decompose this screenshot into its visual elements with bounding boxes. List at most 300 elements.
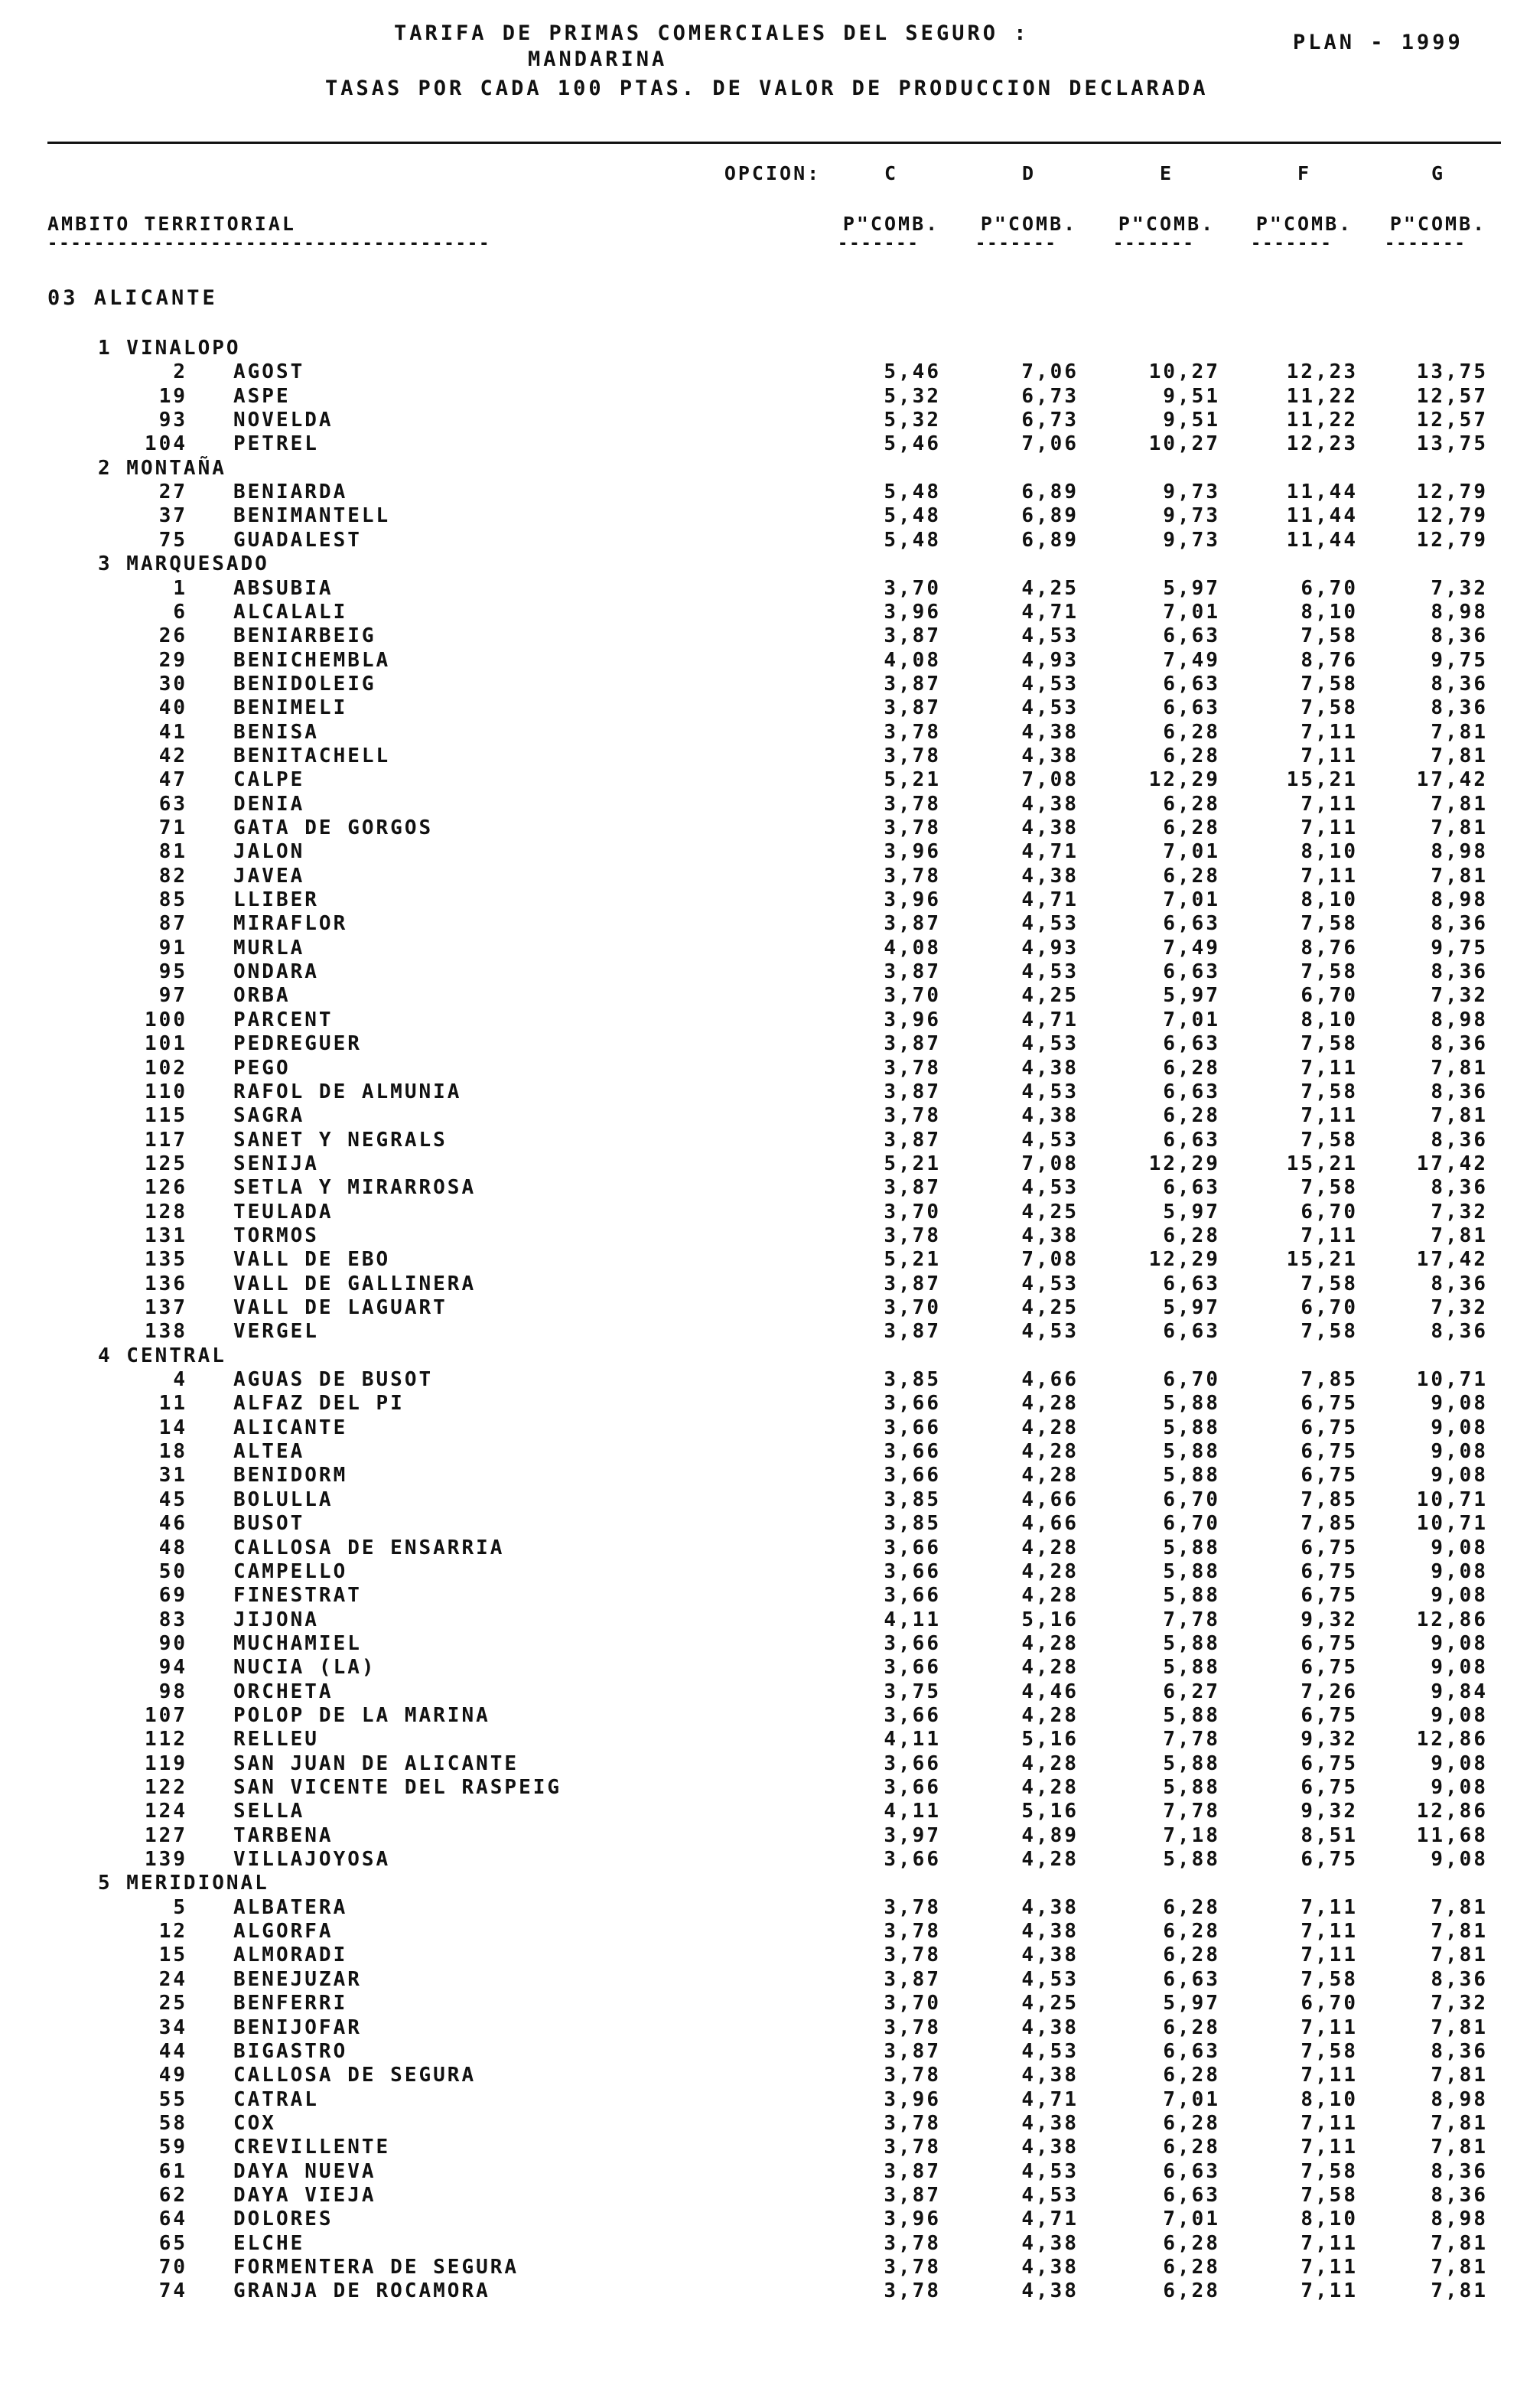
municipality-code: 30 — [158, 672, 187, 696]
municipality-row — [0, 1656, 1530, 1680]
rate-option-c: 3,87 — [884, 2183, 941, 2207]
rate-option-e: 6,28 — [1163, 1104, 1220, 1128]
rate-option-e: 6,28 — [1163, 744, 1220, 767]
rate-option-e: 7,49 — [1163, 936, 1220, 960]
municipality-row — [0, 745, 1530, 768]
rate-option-f: 7,11 — [1300, 2231, 1358, 2255]
municipality-code: 71 — [158, 816, 187, 839]
municipality-code: 107 — [145, 1703, 187, 1727]
rate-option-c: 3,96 — [884, 2208, 941, 2231]
rate-option-e: 5,88 — [1163, 1440, 1220, 1464]
region-row — [0, 1872, 1530, 1895]
municipality-code: 81 — [158, 840, 187, 864]
rate-option-d: 4,38 — [1021, 2231, 1079, 2255]
rate-option-e: 5,97 — [1163, 1200, 1220, 1224]
municipality-name: PARCENT — [233, 1008, 334, 1031]
rate-option-g: 7,81 — [1431, 1895, 1488, 1919]
rate-option-g: 7,81 — [1431, 744, 1488, 767]
municipality-row — [0, 1968, 1530, 1992]
municipality-code: 63 — [158, 792, 187, 816]
rate-option-d: 4,38 — [1021, 1104, 1079, 1128]
rate-option-e: 6,63 — [1163, 960, 1220, 984]
rate-option-d: 4,53 — [1021, 1272, 1079, 1295]
option-c: C — [884, 162, 899, 184]
rate-option-g: 8,36 — [1431, 1128, 1488, 1152]
rate-option-c: 3,78 — [884, 2279, 941, 2303]
rate-option-c: 4,11 — [884, 1608, 941, 1631]
rate-option-e: 9,51 — [1163, 409, 1220, 432]
rate-option-g: 7,81 — [1431, 1920, 1488, 1944]
rate-option-g: 12,57 — [1416, 409, 1488, 432]
rate-option-d: 4,53 — [1021, 912, 1079, 936]
rate-option-f: 7,58 — [1300, 696, 1358, 720]
municipality-row — [0, 649, 1530, 673]
rate-option-e: 6,63 — [1163, 912, 1220, 936]
municipality-name: MUCHAMIEL — [233, 1631, 362, 1655]
municipality-name: CALPE — [233, 768, 305, 792]
municipality-row — [0, 888, 1530, 912]
municipality-code: 104 — [145, 432, 187, 456]
municipality-name: DAYA VIEJA — [233, 2183, 376, 2207]
municipality-row — [0, 1296, 1530, 1320]
rate-option-f: 9,32 — [1300, 1728, 1358, 1751]
rate-option-g: 13,75 — [1416, 360, 1488, 384]
municipality-name: BENIJOFAR — [233, 2015, 362, 2039]
rate-option-g: 8,98 — [1431, 888, 1488, 912]
rate-option-e: 6,28 — [1163, 2256, 1220, 2279]
municipality-code: 122 — [145, 1776, 187, 1799]
rate-option-g: 17,42 — [1416, 768, 1488, 792]
municipality-row — [0, 840, 1530, 864]
rate-option-g: 9,75 — [1431, 936, 1488, 960]
municipality-code: 42 — [158, 744, 187, 767]
municipality-code: 18 — [158, 1440, 187, 1464]
municipality-name: DAYA NUEVA — [233, 2159, 376, 2183]
rate-option-c: 3,66 — [884, 1559, 941, 1583]
municipality-code: 11 — [158, 1392, 187, 1416]
rate-option-e: 5,88 — [1163, 1751, 1220, 1775]
municipality-code: 127 — [145, 1823, 187, 1847]
municipality-name: BENIDORM — [233, 1464, 348, 1487]
rate-option-f: 7,58 — [1300, 2159, 1358, 2183]
title-line-2: MANDARINA — [528, 47, 668, 71]
rate-option-f: 7,11 — [1300, 1224, 1358, 1247]
rate-option-f: 11,44 — [1286, 504, 1358, 528]
municipality-code: 95 — [158, 960, 187, 984]
rate-option-f: 7,58 — [1300, 1967, 1358, 1991]
municipality-row — [0, 1848, 1530, 1872]
rate-option-d: 4,28 — [1021, 1776, 1079, 1799]
municipality-name: COX — [233, 2111, 276, 2135]
municipality-code: 65 — [158, 2231, 187, 2255]
municipality-row — [0, 409, 1530, 432]
municipality-name: BENIARBEIG — [233, 624, 376, 648]
rate-option-f: 11,44 — [1286, 528, 1358, 552]
municipality-code: 61 — [158, 2159, 187, 2183]
municipality-row — [0, 865, 1530, 888]
rate-option-c: 5,46 — [884, 432, 941, 456]
rate-option-g: 7,81 — [1431, 2256, 1488, 2279]
rate-option-d: 4,38 — [1021, 792, 1079, 816]
rate-option-f: 7,11 — [1300, 816, 1358, 839]
municipality-row — [0, 696, 1530, 720]
rate-option-c: 3,87 — [884, 960, 941, 984]
rate-option-e: 5,88 — [1163, 1464, 1220, 1487]
rate-option-d: 4,71 — [1021, 1008, 1079, 1031]
rate-option-f: 7,58 — [1300, 960, 1358, 984]
rate-option-f: 7,58 — [1300, 912, 1358, 936]
rate-option-g: 8,36 — [1431, 1176, 1488, 1200]
municipality-row — [0, 1728, 1530, 1751]
municipality-row — [0, 1368, 1530, 1392]
rate-option-c: 3,96 — [884, 600, 941, 624]
rate-option-e: 6,63 — [1163, 1080, 1220, 1103]
region-row — [0, 552, 1530, 576]
municipality-code: 40 — [158, 696, 187, 720]
municipality-code: 87 — [158, 912, 187, 936]
municipality-row — [0, 2016, 1530, 2040]
rate-option-d: 4,28 — [1021, 1751, 1079, 1775]
option-f: F — [1297, 162, 1312, 184]
municipality-row — [0, 360, 1530, 384]
municipality-name: BENIMELI — [233, 696, 348, 720]
rate-option-d: 4,28 — [1021, 1848, 1079, 1872]
municipality-row — [0, 673, 1530, 696]
rate-option-e: 6,28 — [1163, 2111, 1220, 2135]
rate-option-f: 6,70 — [1300, 1296, 1358, 1319]
rate-option-g: 8,36 — [1431, 696, 1488, 720]
subheader-d: P"COMB. — [980, 213, 1078, 235]
rate-option-c: 3,70 — [884, 576, 941, 600]
region-label: 4 CENTRAL — [98, 1344, 226, 1367]
municipality-row — [0, 2136, 1530, 2159]
municipality-code: 1 — [173, 576, 187, 600]
rate-option-f: 7,58 — [1300, 1176, 1358, 1200]
rate-option-f: 8,76 — [1300, 936, 1358, 960]
municipality-name: BENIARDA — [233, 481, 348, 504]
rate-option-f: 7,11 — [1300, 2111, 1358, 2135]
rate-option-g: 9,75 — [1431, 648, 1488, 672]
rate-option-c: 3,87 — [884, 1032, 941, 1056]
municipality-name: TARBENA — [233, 1823, 334, 1847]
rate-option-c: 3,87 — [884, 1128, 941, 1152]
municipality-code: 135 — [145, 1248, 187, 1272]
rate-option-d: 4,38 — [1021, 720, 1079, 744]
municipality-row — [0, 1248, 1530, 1272]
rate-option-g: 9,08 — [1431, 1656, 1488, 1680]
municipality-row — [0, 1824, 1530, 1848]
municipality-name: GUADALEST — [233, 528, 362, 552]
rate-option-e: 6,28 — [1163, 720, 1220, 744]
region-label: 5 MERIDIONAL — [98, 1872, 269, 1895]
rate-option-c: 5,32 — [884, 409, 941, 432]
rate-option-c: 3,87 — [884, 696, 941, 720]
rate-option-e: 6,28 — [1163, 2279, 1220, 2303]
rate-option-c: 3,85 — [884, 1512, 941, 1536]
rate-option-e: 6,63 — [1163, 1967, 1220, 1991]
municipality-name: SAN VICENTE DEL RASPEIG — [233, 1776, 562, 1799]
municipality-name: VALL DE GALLINERA — [233, 1272, 477, 1295]
municipality-name: DOLORES — [233, 2208, 334, 2231]
rate-option-g: 8,36 — [1431, 2159, 1488, 2183]
municipality-row — [0, 529, 1530, 552]
rate-option-g: 7,81 — [1431, 1056, 1488, 1080]
rate-option-c: 3,78 — [884, 1224, 941, 1247]
rate-option-c: 3,78 — [884, 1056, 941, 1080]
rate-option-f: 6,75 — [1300, 1536, 1358, 1559]
municipality-row — [0, 1800, 1530, 1823]
rate-option-f: 15,21 — [1286, 1152, 1358, 1175]
municipality-code: 139 — [145, 1848, 187, 1872]
rate-option-d: 4,28 — [1021, 1703, 1079, 1727]
option-d: D — [1021, 162, 1037, 184]
rate-option-d: 4,38 — [1021, 2279, 1079, 2303]
rate-option-c: 3,87 — [884, 1967, 941, 1991]
municipality-name: CATRAL — [233, 2087, 319, 2111]
municipality-code: 137 — [145, 1296, 187, 1319]
municipality-row — [0, 984, 1530, 1008]
municipality-code: 19 — [158, 384, 187, 408]
rate-option-g: 7,81 — [1431, 2279, 1488, 2303]
rate-option-c: 3,66 — [884, 1848, 941, 1872]
municipality-row — [0, 2256, 1530, 2279]
municipality-name: FORMENTERA DE SEGURA — [233, 2256, 519, 2279]
municipality-code: 31 — [158, 1464, 187, 1487]
municipality-row — [0, 1224, 1530, 1248]
rate-option-g: 7,32 — [1431, 1296, 1488, 1319]
rate-option-f: 15,21 — [1286, 1248, 1358, 1272]
rate-option-e: 6,63 — [1163, 2183, 1220, 2207]
rate-option-c: 3,66 — [884, 1631, 941, 1655]
rate-option-g: 12,79 — [1416, 528, 1488, 552]
municipality-row — [0, 937, 1530, 960]
municipality-name: TEULADA — [233, 1200, 334, 1224]
municipality-name: ALTEA — [233, 1440, 305, 1464]
region-label: 1 VINALOPO — [98, 337, 241, 360]
underline-c: ------- — [838, 234, 920, 253]
region-row — [0, 337, 1530, 360]
rate-option-f: 12,23 — [1286, 360, 1358, 384]
rate-option-f: 8,76 — [1300, 648, 1358, 672]
rate-option-c: 3,66 — [884, 1464, 941, 1487]
rate-option-g: 7,81 — [1431, 1944, 1488, 1967]
rate-option-f: 6,75 — [1300, 1416, 1358, 1439]
municipality-code: 49 — [158, 2064, 187, 2087]
municipality-row — [0, 721, 1530, 745]
rate-option-e: 6,70 — [1163, 1512, 1220, 1536]
rate-option-c: 3,96 — [884, 840, 941, 864]
rate-option-g: 12,79 — [1416, 504, 1488, 528]
rate-option-d: 4,38 — [1021, 2256, 1079, 2279]
municipality-row — [0, 2112, 1530, 2136]
region-label: 3 MARQUESADO — [98, 552, 269, 576]
rate-option-d: 4,25 — [1021, 1296, 1079, 1319]
region-row — [0, 457, 1530, 481]
rate-option-g: 7,81 — [1431, 2111, 1488, 2135]
municipality-row — [0, 1416, 1530, 1440]
rate-option-f: 7,11 — [1300, 1895, 1358, 1919]
rate-option-f: 6,75 — [1300, 1776, 1358, 1799]
rate-option-f: 7,11 — [1300, 2015, 1358, 2039]
rate-option-e: 7,49 — [1163, 648, 1220, 672]
rate-option-e: 6,63 — [1163, 1176, 1220, 1200]
rate-option-g: 12,79 — [1416, 481, 1488, 504]
rate-option-f: 6,70 — [1300, 1200, 1358, 1224]
municipality-name: VALL DE EBO — [233, 1248, 391, 1272]
rate-option-g: 8,36 — [1431, 1080, 1488, 1103]
rate-option-g: 12,86 — [1416, 1728, 1488, 1751]
rate-option-e: 6,28 — [1163, 1224, 1220, 1247]
option-e: E — [1159, 162, 1174, 184]
rate-option-d: 4,38 — [1021, 1944, 1079, 1967]
municipality-row — [0, 2064, 1530, 2087]
rate-option-e: 5,88 — [1163, 1703, 1220, 1727]
municipality-code: 24 — [158, 1967, 187, 1991]
municipality-row — [0, 2160, 1530, 2184]
municipality-name: GATA DE GORGOS — [233, 816, 434, 839]
rate-option-e: 6,70 — [1163, 1487, 1220, 1511]
municipality-name: ALCALALI — [233, 600, 348, 624]
municipality-name: ELCHE — [233, 2231, 305, 2255]
municipality-name: CREVILLENTE — [233, 2136, 391, 2159]
municipality-code: 98 — [158, 1680, 187, 1703]
municipality-code: 41 — [158, 720, 187, 744]
municipality-name: SAN JUAN DE ALICANTE — [233, 1751, 519, 1775]
municipality-row — [0, 1176, 1530, 1200]
rate-option-f: 7,11 — [1300, 1944, 1358, 1967]
municipality-code: 90 — [158, 1631, 187, 1655]
municipality-code: 15 — [158, 1944, 187, 1967]
province-heading: 03 ALICANTE — [47, 286, 218, 310]
municipality-name: ALGORFA — [233, 1920, 334, 1944]
municipality-code: 14 — [158, 1416, 187, 1439]
rate-option-f: 6,75 — [1300, 1656, 1358, 1680]
rate-option-e: 6,63 — [1163, 2159, 1220, 2183]
rate-option-c: 3,78 — [884, 2064, 941, 2087]
rate-option-e: 7,18 — [1163, 1823, 1220, 1847]
rate-option-d: 6,89 — [1021, 504, 1079, 528]
municipality-code: 101 — [145, 1032, 187, 1056]
municipality-name: AGOST — [233, 360, 305, 384]
municipality-code: 59 — [158, 2136, 187, 2159]
underline-g: ------- — [1385, 234, 1467, 253]
rate-option-e: 10,27 — [1148, 360, 1220, 384]
municipality-name: BOLULLA — [233, 1487, 334, 1511]
rate-option-f: 7,85 — [1300, 1368, 1358, 1392]
municipality-name: NUCIA (LA) — [233, 1656, 376, 1680]
rate-option-d: 4,53 — [1021, 672, 1079, 696]
rate-option-e: 5,88 — [1163, 1656, 1220, 1680]
municipality-name: SELLA — [233, 1800, 305, 1823]
municipality-code: 47 — [158, 768, 187, 792]
rate-option-d: 6,73 — [1021, 409, 1079, 432]
rate-option-g: 8,36 — [1431, 1967, 1488, 1991]
rate-option-c: 3,66 — [884, 1536, 941, 1559]
municipality-row — [0, 960, 1530, 984]
municipality-name: SETLA Y MIRARROSA — [233, 1176, 477, 1200]
territory-underline: -------------------------------------- — [47, 234, 491, 253]
subheader-f: P"COMB. — [1255, 213, 1353, 235]
rate-option-e: 9,73 — [1163, 528, 1220, 552]
rate-option-f: 6,75 — [1300, 1584, 1358, 1608]
rate-option-c: 3,85 — [884, 1487, 941, 1511]
rate-option-f: 6,75 — [1300, 1751, 1358, 1775]
rate-option-e: 6,63 — [1163, 1032, 1220, 1056]
rate-option-e: 6,70 — [1163, 1368, 1220, 1392]
rate-option-f: 7,85 — [1300, 1512, 1358, 1536]
rate-option-c: 3,87 — [884, 2159, 941, 2183]
municipality-code: 131 — [145, 1224, 187, 1247]
municipality-code: 29 — [158, 648, 187, 672]
rate-option-g: 8,36 — [1431, 672, 1488, 696]
rate-option-e: 5,97 — [1163, 1992, 1220, 2015]
rate-option-d: 4,66 — [1021, 1368, 1079, 1392]
municipality-name: BIGASTRO — [233, 2039, 348, 2063]
rate-option-c: 3,78 — [884, 864, 941, 888]
municipality-row — [0, 1704, 1530, 1728]
rate-option-f: 9,32 — [1300, 1608, 1358, 1631]
rate-option-e: 6,28 — [1163, 1056, 1220, 1080]
rate-option-d: 4,28 — [1021, 1584, 1079, 1608]
municipality-row — [0, 912, 1530, 936]
rate-option-d: 4,53 — [1021, 2039, 1079, 2063]
rate-option-d: 4,53 — [1021, 696, 1079, 720]
rate-option-g: 8,36 — [1431, 960, 1488, 984]
municipality-code: 37 — [158, 504, 187, 528]
municipality-row — [0, 1920, 1530, 1944]
rate-option-g: 9,08 — [1431, 1392, 1488, 1416]
municipality-code: 102 — [145, 1056, 187, 1080]
municipality-code: 2 — [173, 360, 187, 384]
rate-option-c: 3,85 — [884, 1368, 941, 1392]
rate-option-g: 7,81 — [1431, 2136, 1488, 2159]
municipality-name: BENITACHELL — [233, 744, 391, 767]
rate-option-e: 6,28 — [1163, 864, 1220, 888]
rate-option-f: 11,22 — [1286, 409, 1358, 432]
municipality-row — [0, 1608, 1530, 1632]
rate-option-f: 7,11 — [1300, 1920, 1358, 1944]
rate-option-e: 6,63 — [1163, 696, 1220, 720]
rate-option-d: 4,66 — [1021, 1512, 1079, 1536]
municipality-code: 117 — [145, 1128, 187, 1152]
rate-option-e: 6,28 — [1163, 816, 1220, 839]
region-row — [0, 1344, 1530, 1368]
municipality-row — [0, 1320, 1530, 1344]
rate-option-d: 4,28 — [1021, 1559, 1079, 1583]
rate-option-e: 5,88 — [1163, 1776, 1220, 1799]
rate-option-d: 4,53 — [1021, 1176, 1079, 1200]
rate-option-f: 9,32 — [1300, 1800, 1358, 1823]
rate-option-g: 9,08 — [1431, 1559, 1488, 1583]
rate-option-f: 7,11 — [1300, 864, 1358, 888]
municipality-code: 12 — [158, 1920, 187, 1944]
municipality-row — [0, 1032, 1530, 1056]
municipality-code: 97 — [158, 984, 187, 1008]
rate-option-g: 8,36 — [1431, 1272, 1488, 1295]
rate-option-e: 6,28 — [1163, 2136, 1220, 2159]
rate-option-g: 7,32 — [1431, 576, 1488, 600]
rate-option-c: 3,66 — [884, 1776, 941, 1799]
rate-option-d: 4,71 — [1021, 888, 1079, 912]
rate-option-e: 12,29 — [1148, 768, 1220, 792]
title-line-1: TARIFA DE PRIMAS COMERCIALES DEL SEGURO : — [394, 21, 1030, 45]
rate-option-g: 17,42 — [1416, 1152, 1488, 1175]
municipality-row — [0, 1776, 1530, 1800]
municipality-code: 119 — [145, 1751, 187, 1775]
municipality-code: 5 — [173, 1895, 187, 1919]
municipality-name: NOVELDA — [233, 409, 334, 432]
municipality-code: 44 — [158, 2039, 187, 2063]
